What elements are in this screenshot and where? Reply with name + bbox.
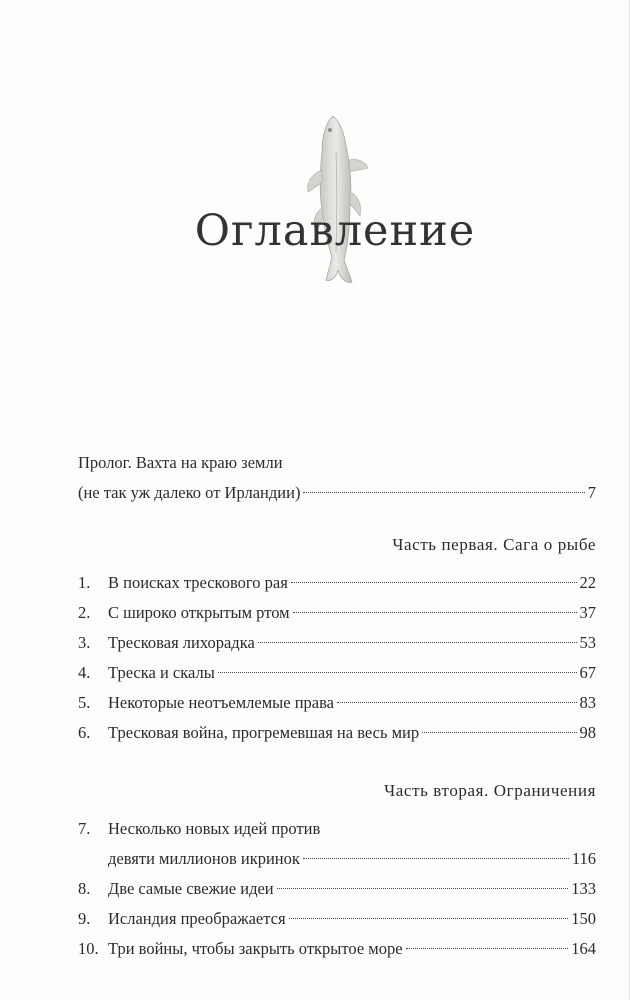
chapter-title: Несколько новых идей против <box>108 819 321 838</box>
dot-leader <box>337 702 576 703</box>
chapter-title: Тресковая война, прогремевшая на весь мир <box>108 723 420 742</box>
chapter-number: 4. <box>78 663 91 682</box>
chapter-page: 150 <box>571 909 596 928</box>
toc-entry-5 <box>78 688 596 718</box>
toc-entry-4 <box>78 658 596 688</box>
chapter-title: Некоторые неотъемлемые права <box>108 693 335 712</box>
chapter-title: В поисках трескового рая <box>108 573 288 592</box>
page-title: Оглавление <box>194 206 476 256</box>
table-of-contents <box>78 448 596 964</box>
toc-entry-7-cont <box>78 844 596 874</box>
toc-entry-2 <box>78 598 596 628</box>
toc-entry-8 <box>78 874 596 904</box>
cod-fish-illustration <box>286 112 386 292</box>
prologue-page: 7 <box>587 483 596 502</box>
chapter-number: 6. <box>78 723 91 742</box>
prologue-title-cont: (не так уж далеко от Ирландии) <box>78 483 301 502</box>
toc-entry-6 <box>78 718 596 748</box>
prologue-line-2 <box>78 478 596 508</box>
chapter-title: Тресковая лихорадка <box>108 633 255 652</box>
dot-leader <box>289 918 569 919</box>
chapter-page: 98 <box>579 723 596 742</box>
chapter-number: 5. <box>78 693 91 712</box>
prologue-title: Пролог. Вахта на краю земли <box>78 453 283 472</box>
chapter-page: 37 <box>579 603 596 622</box>
chapter-number: 3. <box>78 633 91 652</box>
chapter-page: 53 <box>579 633 596 652</box>
dot-leader <box>303 858 569 859</box>
chapter-page: 116 <box>571 849 596 868</box>
chapter-number: 9. <box>78 909 91 928</box>
chapter-title: С широко открытым ртом <box>108 603 290 622</box>
chapter-number: 10. <box>78 939 99 958</box>
dot-leader <box>277 888 569 889</box>
dot-leader <box>291 582 577 583</box>
toc-entry-1 <box>78 568 596 598</box>
dot-leader <box>303 492 584 493</box>
chapter-number: 7. <box>78 819 91 838</box>
dot-leader <box>406 948 569 949</box>
toc-entry-7 <box>78 814 596 844</box>
chapter-page: 164 <box>571 939 596 958</box>
dot-leader <box>258 642 577 643</box>
toc-entry-3 <box>78 628 596 658</box>
dot-leader <box>422 732 576 733</box>
part-1-heading: Часть первая. Сага о рыбе <box>392 535 596 554</box>
dot-leader <box>293 612 577 613</box>
part-2-heading: Часть вторая. Ограничения <box>384 781 596 800</box>
toc-entry-9 <box>78 904 596 934</box>
chapter-number: 8. <box>78 879 91 898</box>
chapter-page: 67 <box>579 663 596 682</box>
chapter-title: Исландия преображается <box>108 909 286 928</box>
chapter-page: 83 <box>579 693 596 712</box>
dot-leader <box>218 672 577 673</box>
chapter-title: Треска и скалы <box>108 663 215 682</box>
chapter-title: Две самые свежие идеи <box>108 879 274 898</box>
chapter-number: 1. <box>78 573 91 592</box>
prologue-line-1 <box>78 448 596 478</box>
chapter-number: 2. <box>78 603 91 622</box>
chapter-page: 22 <box>579 573 596 592</box>
chapter-page: 133 <box>571 879 596 898</box>
chapter-title-cont: девяти миллионов икринок <box>108 849 300 868</box>
toc-entry-10 <box>78 934 596 964</box>
chapter-title: Три войны, чтобы закрыть открытое море <box>108 939 403 958</box>
